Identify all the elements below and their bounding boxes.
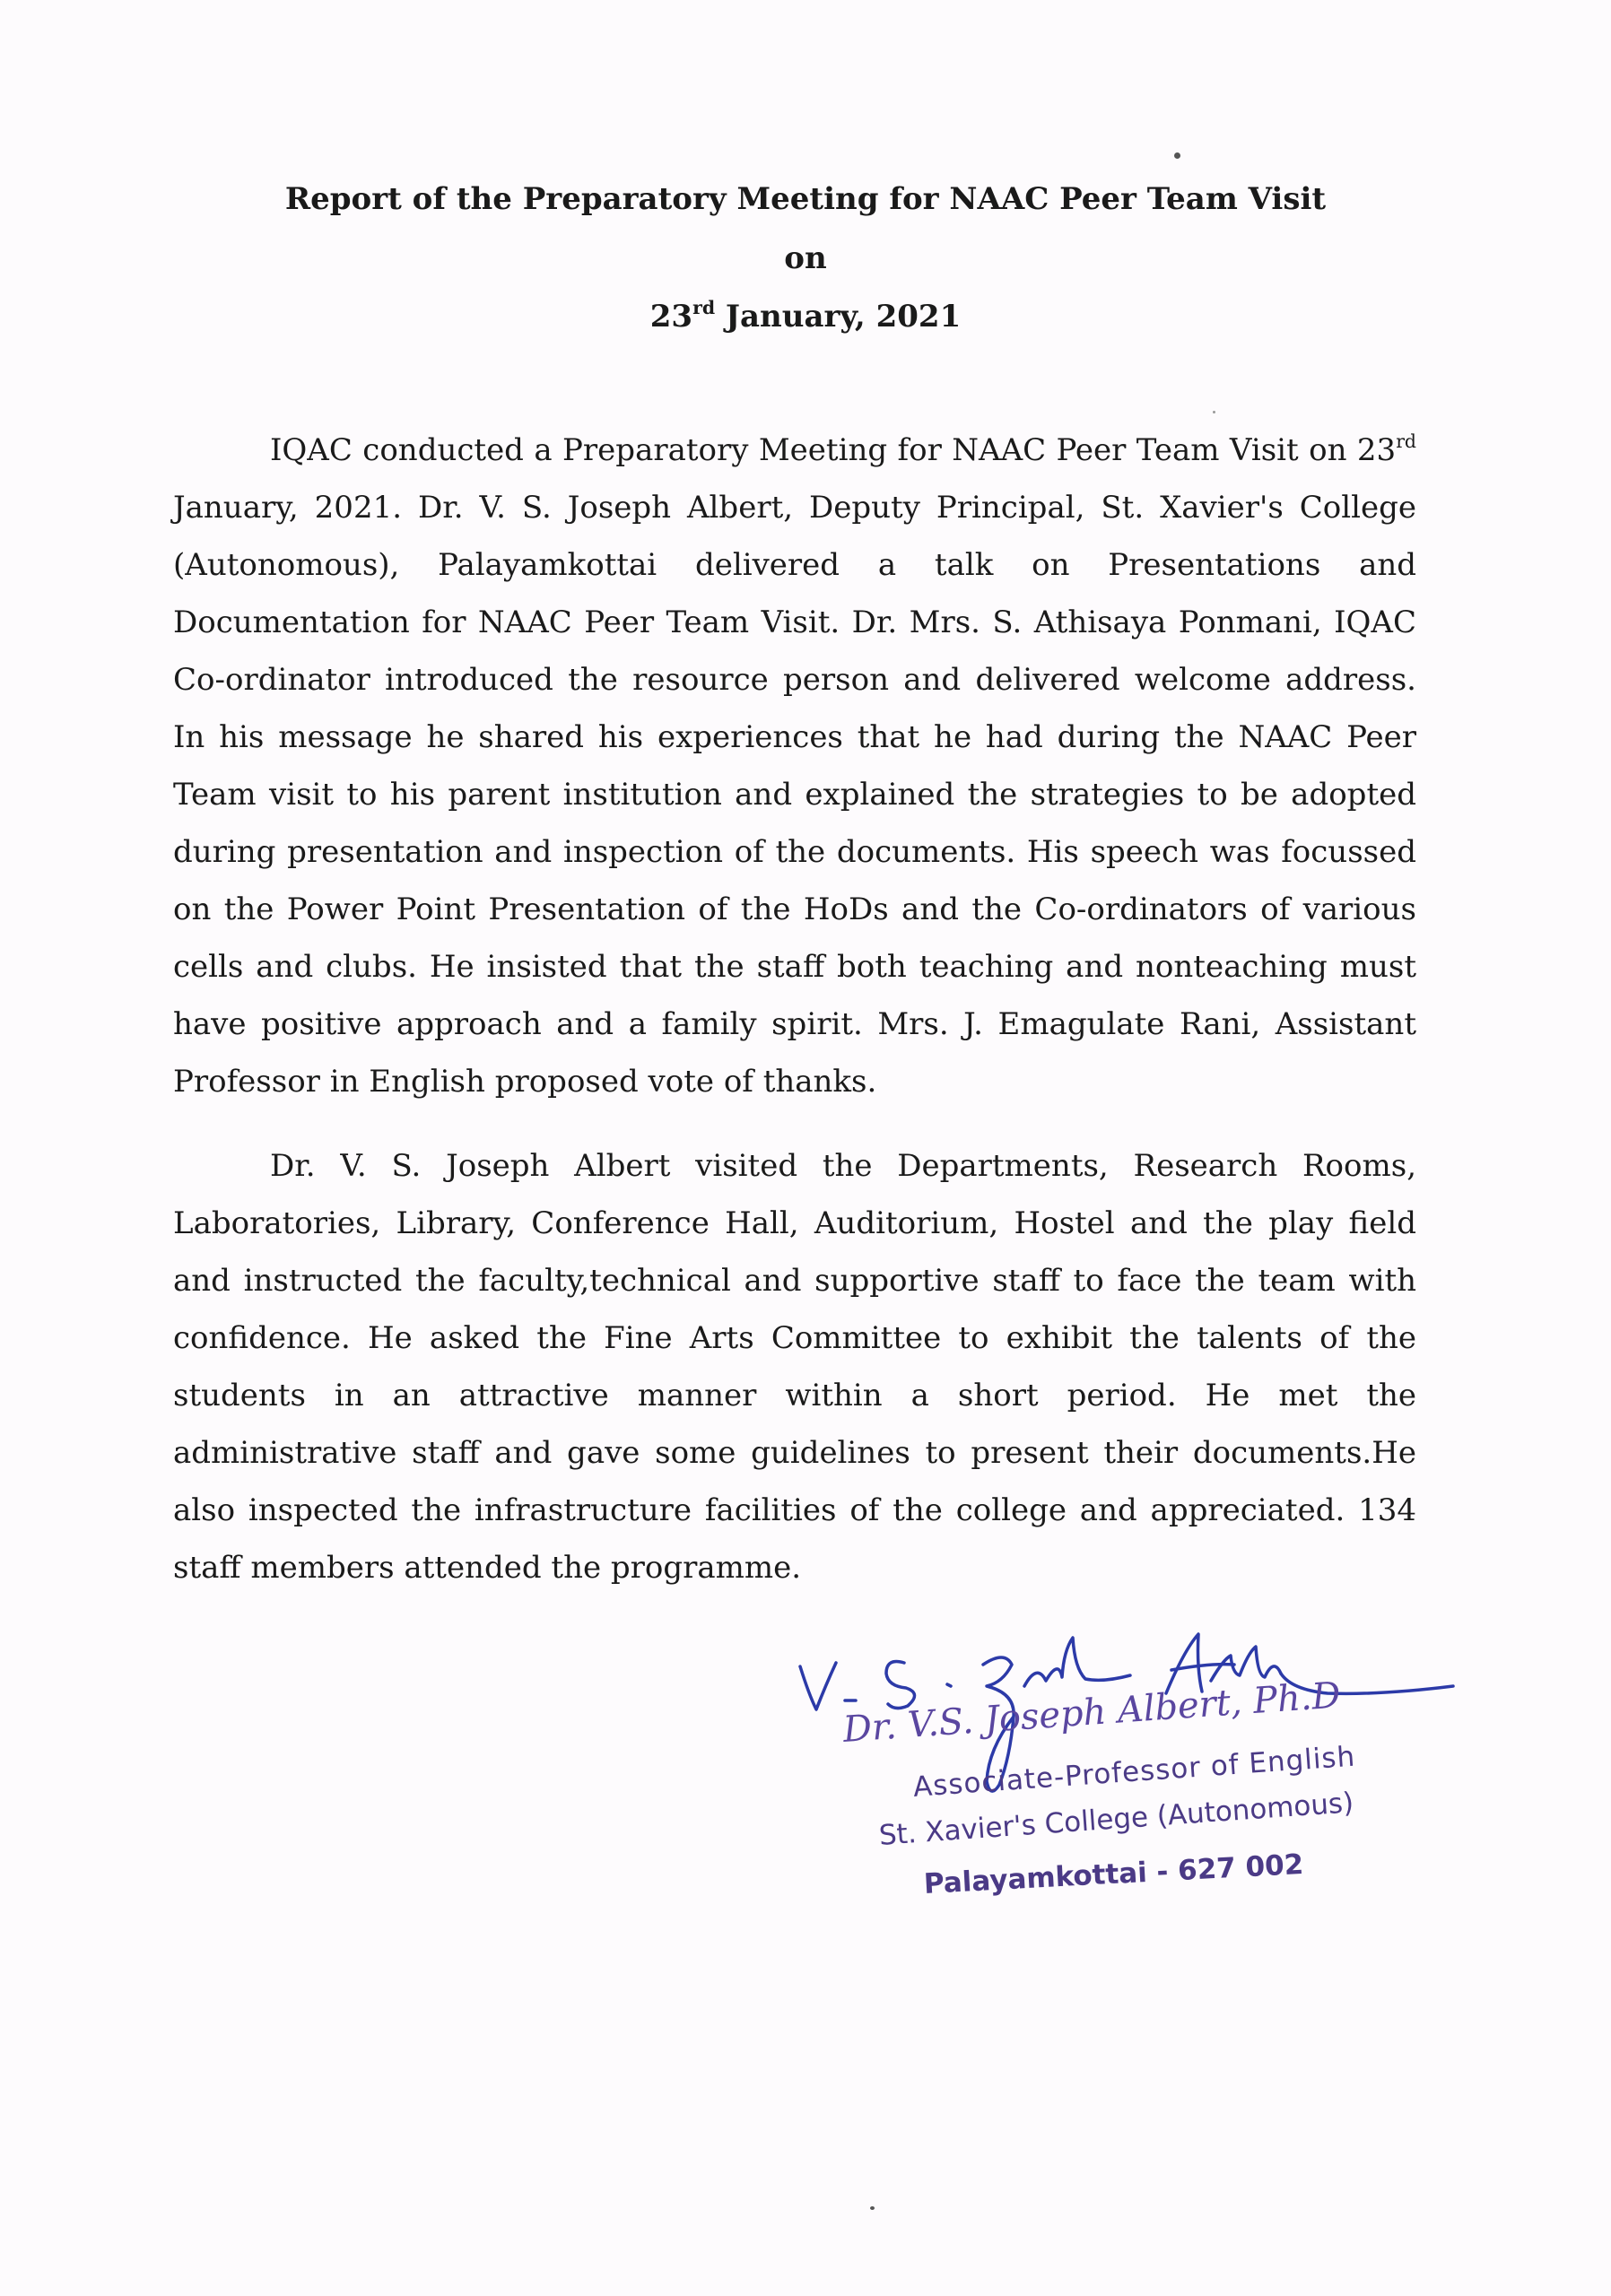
stamp-place: Palayamkottai - 627 002 — [923, 1848, 1305, 1900]
paragraph1-after: January, 2021. Dr. V. S. Joseph Albert, Deputy Principal, St. Xavier's College (Autonomous), Palayamkottai delivered a talk on Presentations and Documentation for NAAC Peer Team Visit. Dr. Mrs. S. Athisaya Ponmani, IQAC Co-ordinator introduced the resource person and delivered welcome address. In his message he shared his experiences that he had during the NAAC Peer Team visit to his parent institution and explained the strategies to be adopted during presentation and inspection of the documents. His speech was focussed on the Power Point Presentation of the HoDs and the Co-ordinators of various cells and clubs. He insisted that the staff both teaching and nonteaching must have positive approach and a family spirit. Mrs. J. Emagulate Rani, Assistant Professor in English proposed vote of thanks. — [173, 490, 1416, 1100]
scan-speck — [1213, 411, 1215, 413]
stamp-designation: Associate-Professor of English — [911, 1740, 1357, 1804]
paragraph-meeting-summary — [173, 422, 1416, 1110]
report-date-day: 23 — [649, 299, 693, 335]
report-date-rest: January, 2021 — [715, 299, 962, 335]
report-date-suffix: rd — [692, 296, 716, 318]
report-title: Report of the Preparatory Meeting for NAAC Peer Team Visit — [284, 181, 1327, 217]
paragraph1-before: IQAC conducted a Preparatory Meeting for NAAC Peer Team Visit on 23 — [270, 432, 1397, 468]
report-date — [0, 296, 1611, 335]
report-title-on: on — [784, 240, 827, 276]
paragraph1-suffix: rd — [1396, 430, 1416, 452]
stamp-name: Dr. V.S. Joseph Albert, Ph.D — [841, 1674, 1342, 1751]
stamp-college: St. Xavier's College (Autonomous) — [877, 1787, 1355, 1852]
paragraph-visit-summary: Dr. V. S. Joseph Albert visited the Departments, Research Rooms, Laboratories, Library, Conference Hall, Auditorium, Hostel and the play field and instructed the faculty,technical and supportive staff to face the team with confidence. He asked the Fine Arts Committee to exhibit the talents of the students in an attractive manner within a short period. He met the administrative staff and gave some guidelines to present their documents.He also inspected the infrastructure facilities of the college and appreciated. 134 staff members attended the programme. — [173, 1148, 1416, 1586]
scan-speck — [870, 2206, 875, 2210]
scan-speck — [1174, 152, 1180, 159]
